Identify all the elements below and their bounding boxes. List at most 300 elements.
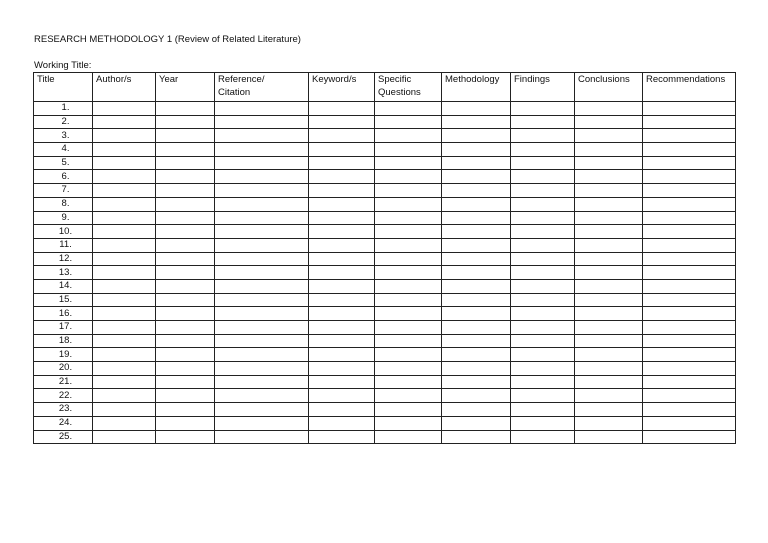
table-cell[interactable] xyxy=(643,375,736,389)
table-cell[interactable] xyxy=(375,102,442,116)
table-cell[interactable] xyxy=(442,307,511,321)
table-cell[interactable] xyxy=(511,238,575,252)
table-cell[interactable] xyxy=(215,307,309,321)
table-cell[interactable] xyxy=(442,143,511,157)
table-cell[interactable] xyxy=(93,293,156,307)
table-cell[interactable] xyxy=(93,156,156,170)
table-cell[interactable] xyxy=(93,403,156,417)
table-row xyxy=(34,348,736,362)
table-cell[interactable] xyxy=(309,430,375,444)
row-number-cell: 15. xyxy=(34,293,93,307)
table-cell[interactable] xyxy=(215,348,309,362)
table-cell[interactable] xyxy=(442,334,511,348)
row-number-cell: 9. xyxy=(34,211,93,225)
table-cell[interactable] xyxy=(309,279,375,293)
table-cell[interactable] xyxy=(375,156,442,170)
table-cell[interactable] xyxy=(93,211,156,225)
table-cell[interactable] xyxy=(93,238,156,252)
table-cell[interactable] xyxy=(643,403,736,417)
row-number-cell: 2. xyxy=(34,115,93,129)
table-cell[interactable] xyxy=(511,129,575,143)
table-row xyxy=(34,170,736,184)
header-line: Findings xyxy=(514,74,550,85)
table-cell[interactable] xyxy=(156,307,215,321)
table-cell[interactable] xyxy=(643,348,736,362)
table-cell[interactable] xyxy=(215,156,309,170)
table-cell[interactable] xyxy=(156,321,215,335)
col-header-keywords xyxy=(309,73,375,102)
table-cell[interactable] xyxy=(93,184,156,198)
col-header-conclusions xyxy=(575,73,643,102)
table-cell[interactable] xyxy=(215,170,309,184)
table-cell[interactable] xyxy=(215,211,309,225)
table-cell[interactable] xyxy=(215,115,309,129)
table-cell[interactable] xyxy=(93,430,156,444)
table-cell[interactable] xyxy=(93,348,156,362)
table-cell[interactable] xyxy=(93,266,156,280)
table-cell[interactable] xyxy=(375,225,442,239)
row-number-cell: 14. xyxy=(34,279,93,293)
table-cell[interactable] xyxy=(442,403,511,417)
col-header-title xyxy=(34,73,93,102)
table-cell[interactable] xyxy=(375,184,442,198)
table-cell[interactable] xyxy=(309,252,375,266)
table-cell[interactable] xyxy=(156,238,215,252)
table-cell[interactable] xyxy=(215,102,309,116)
table-cell[interactable] xyxy=(156,403,215,417)
table-cell[interactable] xyxy=(156,129,215,143)
table-cell[interactable] xyxy=(575,143,643,157)
table-cell[interactable] xyxy=(575,211,643,225)
table-cell[interactable] xyxy=(156,375,215,389)
table-cell[interactable] xyxy=(156,293,215,307)
table-row xyxy=(34,307,736,321)
table-row xyxy=(34,279,736,293)
table-cell[interactable] xyxy=(511,403,575,417)
table-cell[interactable] xyxy=(156,197,215,211)
table-cell[interactable] xyxy=(93,416,156,430)
col-header-methodology xyxy=(442,73,511,102)
row-number-cell: 8. xyxy=(34,197,93,211)
table-cell[interactable] xyxy=(375,129,442,143)
table-cell[interactable] xyxy=(375,348,442,362)
table-cell[interactable] xyxy=(511,115,575,129)
table-cell[interactable] xyxy=(309,375,375,389)
table-cell[interactable] xyxy=(93,170,156,184)
table-cell[interactable] xyxy=(442,430,511,444)
table-cell[interactable] xyxy=(575,430,643,444)
table-cell[interactable] xyxy=(375,197,442,211)
table-cell[interactable] xyxy=(511,225,575,239)
table-row xyxy=(34,238,736,252)
table-cell[interactable] xyxy=(375,170,442,184)
table-cell[interactable] xyxy=(375,115,442,129)
table-cell[interactable] xyxy=(375,266,442,280)
table-cell[interactable] xyxy=(375,321,442,335)
table-cell[interactable] xyxy=(643,307,736,321)
table-cell[interactable] xyxy=(442,184,511,198)
col-header-specific-questions xyxy=(375,73,442,102)
row-number-cell: 6. xyxy=(34,170,93,184)
table-cell[interactable] xyxy=(442,293,511,307)
col-header-authors xyxy=(93,73,156,102)
table-row xyxy=(34,403,736,417)
table-cell[interactable] xyxy=(511,293,575,307)
table-cell[interactable] xyxy=(156,156,215,170)
table-cell[interactable] xyxy=(375,293,442,307)
table-cell[interactable] xyxy=(643,416,736,430)
table-cell[interactable] xyxy=(442,416,511,430)
table-cell[interactable] xyxy=(575,348,643,362)
table-cell[interactable] xyxy=(215,375,309,389)
table-cell[interactable] xyxy=(156,334,215,348)
table-cell[interactable] xyxy=(511,279,575,293)
table-row xyxy=(34,115,736,129)
table-cell[interactable] xyxy=(575,293,643,307)
table-cell[interactable] xyxy=(442,279,511,293)
table-cell[interactable] xyxy=(93,225,156,239)
table-cell[interactable] xyxy=(93,252,156,266)
table-cell[interactable] xyxy=(442,211,511,225)
table-cell[interactable] xyxy=(643,430,736,444)
header-line: Keyword/s xyxy=(312,74,357,85)
table-cell[interactable] xyxy=(643,197,736,211)
table-cell[interactable] xyxy=(156,211,215,225)
row-number-cell: 22. xyxy=(34,389,93,403)
table-cell[interactable] xyxy=(93,143,156,157)
table-cell[interactable] xyxy=(156,143,215,157)
table-cell[interactable] xyxy=(511,362,575,376)
table-row xyxy=(34,389,736,403)
table-cell[interactable] xyxy=(442,321,511,335)
table-cell[interactable] xyxy=(643,389,736,403)
table-cell[interactable] xyxy=(93,334,156,348)
table-cell[interactable] xyxy=(375,375,442,389)
table-cell[interactable] xyxy=(643,156,736,170)
table-row xyxy=(34,293,736,307)
table-cell[interactable] xyxy=(575,403,643,417)
row-number-cell: 5. xyxy=(34,156,93,170)
table-row xyxy=(34,184,736,198)
table-cell[interactable] xyxy=(575,279,643,293)
table-cell[interactable] xyxy=(575,375,643,389)
col-header-recommendations xyxy=(643,73,736,102)
table-row xyxy=(34,156,736,170)
table-cell[interactable] xyxy=(575,321,643,335)
table-row xyxy=(34,334,736,348)
table-cell[interactable] xyxy=(575,362,643,376)
table-header-row xyxy=(34,73,736,102)
table-cell[interactable] xyxy=(375,238,442,252)
table-cell[interactable] xyxy=(309,170,375,184)
table-cell[interactable] xyxy=(442,238,511,252)
table-cell[interactable] xyxy=(442,197,511,211)
table-cell[interactable] xyxy=(215,362,309,376)
table-cell[interactable] xyxy=(575,129,643,143)
table-row xyxy=(34,321,736,335)
table-cell[interactable] xyxy=(643,334,736,348)
table-cell[interactable] xyxy=(309,143,375,157)
table-cell[interactable] xyxy=(93,362,156,376)
table-cell[interactable] xyxy=(215,197,309,211)
table-cell[interactable] xyxy=(375,403,442,417)
row-number-cell: 7. xyxy=(34,184,93,198)
header-line: Citation xyxy=(218,86,251,98)
table-cell[interactable] xyxy=(643,115,736,129)
table-cell[interactable] xyxy=(309,348,375,362)
table-cell[interactable] xyxy=(93,197,156,211)
table-cell[interactable] xyxy=(442,129,511,143)
table-cell[interactable] xyxy=(511,389,575,403)
table-cell[interactable] xyxy=(309,197,375,211)
table-row xyxy=(34,362,736,376)
table-cell[interactable] xyxy=(511,197,575,211)
table-cell[interactable] xyxy=(575,252,643,266)
table-cell[interactable] xyxy=(575,184,643,198)
row-number-cell: 25. xyxy=(34,430,93,444)
table-cell[interactable] xyxy=(575,389,643,403)
table-cell[interactable] xyxy=(93,279,156,293)
header-line: Title xyxy=(37,74,55,85)
table-row xyxy=(34,416,736,430)
table-cell[interactable] xyxy=(215,252,309,266)
col-header-findings xyxy=(511,73,575,102)
row-number-cell: 3. xyxy=(34,129,93,143)
table-cell[interactable] xyxy=(643,170,736,184)
table-cell[interactable] xyxy=(575,307,643,321)
table-row xyxy=(34,197,736,211)
table-cell[interactable] xyxy=(375,416,442,430)
table-cell[interactable] xyxy=(511,211,575,225)
table-cell[interactable] xyxy=(215,279,309,293)
table-cell[interactable] xyxy=(442,266,511,280)
table-cell[interactable] xyxy=(575,156,643,170)
row-number-cell: 16. xyxy=(34,307,93,321)
table-cell[interactable] xyxy=(511,307,575,321)
table-cell[interactable] xyxy=(309,129,375,143)
table-cell[interactable] xyxy=(375,252,442,266)
table-cell[interactable] xyxy=(511,334,575,348)
table-body xyxy=(34,102,736,444)
table-cell[interactable] xyxy=(442,362,511,376)
table-cell[interactable] xyxy=(575,416,643,430)
table-cell[interactable] xyxy=(375,334,442,348)
table-cell[interactable] xyxy=(375,362,442,376)
table-cell[interactable] xyxy=(442,252,511,266)
table-cell[interactable] xyxy=(156,102,215,116)
table-cell[interactable] xyxy=(156,170,215,184)
table-cell[interactable] xyxy=(643,252,736,266)
table-cell[interactable] xyxy=(511,143,575,157)
header-line: Methodology xyxy=(445,74,500,85)
table-row xyxy=(34,266,736,280)
row-number-cell: 24. xyxy=(34,416,93,430)
table-cell[interactable] xyxy=(511,184,575,198)
table-cell[interactable] xyxy=(93,375,156,389)
table-cell[interactable] xyxy=(643,293,736,307)
table-cell[interactable] xyxy=(309,321,375,335)
table-cell[interactable] xyxy=(156,225,215,239)
table-cell[interactable] xyxy=(93,115,156,129)
table-cell[interactable] xyxy=(375,430,442,444)
table-cell[interactable] xyxy=(511,348,575,362)
table-cell[interactable] xyxy=(375,307,442,321)
table-cell[interactable] xyxy=(511,430,575,444)
row-number-cell: 20. xyxy=(34,362,93,376)
table-cell[interactable] xyxy=(575,197,643,211)
table-cell[interactable] xyxy=(215,321,309,335)
row-number-cell: 18. xyxy=(34,334,93,348)
table-cell[interactable] xyxy=(309,225,375,239)
table-cell[interactable] xyxy=(309,102,375,116)
table-cell[interactable] xyxy=(375,211,442,225)
table-row xyxy=(34,430,736,444)
table-cell[interactable] xyxy=(575,170,643,184)
table-cell[interactable] xyxy=(215,143,309,157)
row-number-cell: 11. xyxy=(34,238,93,252)
row-number-cell: 17. xyxy=(34,321,93,335)
table-row xyxy=(34,102,736,116)
table-cell[interactable] xyxy=(511,416,575,430)
table-cell[interactable] xyxy=(511,102,575,116)
table-cell[interactable] xyxy=(215,225,309,239)
table-cell[interactable] xyxy=(643,266,736,280)
table-cell[interactable] xyxy=(215,430,309,444)
table-row xyxy=(34,225,736,239)
table-cell[interactable] xyxy=(643,238,736,252)
table-cell[interactable] xyxy=(643,321,736,335)
table-cell[interactable] xyxy=(156,252,215,266)
table-cell[interactable] xyxy=(575,102,643,116)
table-cell[interactable] xyxy=(93,102,156,116)
table-cell[interactable] xyxy=(156,430,215,444)
table-cell[interactable] xyxy=(215,334,309,348)
header-line: Conclusions xyxy=(578,74,630,85)
header-line: Recommendations xyxy=(646,74,726,85)
row-number-cell: 4. xyxy=(34,143,93,157)
table-cell[interactable] xyxy=(442,170,511,184)
table-cell[interactable] xyxy=(93,129,156,143)
table-row xyxy=(34,129,736,143)
table-cell[interactable] xyxy=(375,389,442,403)
table-cell[interactable] xyxy=(442,115,511,129)
table-cell[interactable] xyxy=(309,334,375,348)
table-cell[interactable] xyxy=(375,143,442,157)
table-cell[interactable] xyxy=(511,321,575,335)
table-row xyxy=(34,211,736,225)
table-cell[interactable] xyxy=(511,375,575,389)
col-header-year xyxy=(156,73,215,102)
table-cell[interactable] xyxy=(643,279,736,293)
table-cell[interactable] xyxy=(309,156,375,170)
table-cell[interactable] xyxy=(309,266,375,280)
table-cell[interactable] xyxy=(643,102,736,116)
table-cell[interactable] xyxy=(215,129,309,143)
table-cell[interactable] xyxy=(575,266,643,280)
table-cell[interactable] xyxy=(156,348,215,362)
table-row xyxy=(34,375,736,389)
table-cell[interactable] xyxy=(511,170,575,184)
header-line: Reference/ xyxy=(218,74,265,85)
table-cell[interactable] xyxy=(575,115,643,129)
table-cell[interactable] xyxy=(309,184,375,198)
table-cell[interactable] xyxy=(643,184,736,198)
header-line: Specific xyxy=(378,74,412,85)
table-cell[interactable] xyxy=(309,293,375,307)
header-line: Author/s xyxy=(96,74,132,85)
table-cell[interactable] xyxy=(309,362,375,376)
document-title: RESEARCH METHODOLOGY 1 (Review of Related Literature) xyxy=(34,34,301,45)
table-cell[interactable] xyxy=(643,143,736,157)
row-number-cell: 21. xyxy=(34,375,93,389)
table-cell[interactable] xyxy=(215,293,309,307)
table-cell[interactable] xyxy=(575,334,643,348)
table-cell[interactable] xyxy=(511,156,575,170)
table-cell[interactable] xyxy=(442,389,511,403)
row-number-cell: 12. xyxy=(34,252,93,266)
row-number-cell: 23. xyxy=(34,403,93,417)
table-cell[interactable] xyxy=(511,252,575,266)
table-cell[interactable] xyxy=(215,403,309,417)
table-row xyxy=(34,252,736,266)
table-cell[interactable] xyxy=(309,416,375,430)
table-cell[interactable] xyxy=(442,348,511,362)
table-cell[interactable] xyxy=(575,225,643,239)
table-cell[interactable] xyxy=(156,184,215,198)
table-cell[interactable] xyxy=(643,362,736,376)
table-cell[interactable] xyxy=(215,184,309,198)
table-cell[interactable] xyxy=(643,211,736,225)
table-cell[interactable] xyxy=(511,266,575,280)
row-number-cell: 19. xyxy=(34,348,93,362)
table-cell[interactable] xyxy=(309,307,375,321)
table-cell[interactable] xyxy=(309,115,375,129)
table-cell[interactable] xyxy=(215,238,309,252)
table-cell[interactable] xyxy=(442,375,511,389)
table-cell[interactable] xyxy=(215,416,309,430)
working-title-label: Working Title: xyxy=(34,60,92,71)
table-cell[interactable] xyxy=(156,115,215,129)
table-cell[interactable] xyxy=(309,389,375,403)
table-cell[interactable] xyxy=(156,362,215,376)
table-cell[interactable] xyxy=(309,211,375,225)
table-cell[interactable] xyxy=(93,389,156,403)
table-cell[interactable] xyxy=(643,129,736,143)
table-cell[interactable] xyxy=(93,307,156,321)
table-cell[interactable] xyxy=(575,238,643,252)
table-cell[interactable] xyxy=(442,225,511,239)
table-cell[interactable] xyxy=(156,266,215,280)
table-cell[interactable] xyxy=(156,279,215,293)
header-line: Questions xyxy=(378,86,421,98)
table-cell[interactable] xyxy=(442,102,511,116)
table-cell[interactable] xyxy=(215,389,309,403)
header-line: Year xyxy=(159,74,179,85)
literature-review-table xyxy=(33,72,736,444)
table-cell[interactable] xyxy=(643,225,736,239)
row-number-cell: 1. xyxy=(34,102,93,116)
table-row xyxy=(34,143,736,157)
table-cell[interactable] xyxy=(375,279,442,293)
table-cell[interactable] xyxy=(309,238,375,252)
table-cell[interactable] xyxy=(93,321,156,335)
table-cell[interactable] xyxy=(215,266,309,280)
table-cell[interactable] xyxy=(442,156,511,170)
table-cell[interactable] xyxy=(156,389,215,403)
row-number-cell: 10. xyxy=(34,225,93,239)
table-cell[interactable] xyxy=(156,416,215,430)
table-cell[interactable] xyxy=(309,403,375,417)
